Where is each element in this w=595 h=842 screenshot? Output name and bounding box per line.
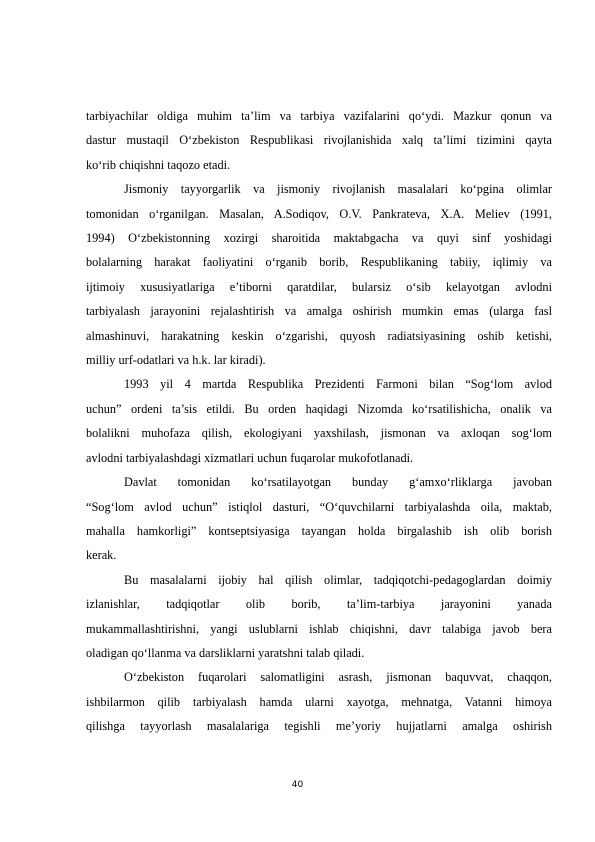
- text-line: almashinuvi, harakatning keskin o‘zgarishi, quyosh radiatsiyasining oshib ketishi,: [86, 328, 552, 343]
- text-line: izlanishlar, tadqiqotlar olib borib, ta’lim-tarbiya jarayonini yanada: [86, 597, 552, 612]
- text-line: ko‘rib chiqishni taqozo etadi.: [86, 157, 231, 172]
- text-line: Jismoniy tayyorgarlik va jismoniy rivojlanish masalalari ko‘pgina olimlar: [124, 182, 552, 197]
- text-line: Davlat tomonidan ko‘rsatilayotgan bunday g‘amxo‘rliklarga javoban: [124, 475, 552, 490]
- text-line: mahalla hamkorligi” kontseptsiyasiga tayangan holda birgalashib ish olib borish: [86, 523, 552, 538]
- text-line: oladigan qo‘llanma va darsliklarni yaratshni talab qiladi.: [86, 645, 365, 660]
- text-line: uchun” ordeni ta’sis etildi. Bu orden haqidagi Nizomda ko‘rsatilishicha, onalik va: [86, 401, 552, 416]
- paragraph: [86, 177, 552, 372]
- text-line: ishbilarmon qilib tarbiyalash hamda ularni xayotga, mehnatga, Vatanni himoya: [86, 694, 552, 709]
- text-line: avlodni tarbiyalashdagi xizmatlari uchun fuqarolar mukofotlanadi.: [86, 450, 414, 465]
- text-line: O‘zbekiston fuqarolari salomatligini asrash, jismonan baquvvat, chaqqon,: [124, 670, 552, 685]
- text-line: Bu masalalarni ijobiy hal qilish olimlar, tadqiqotchi-pedagoglardan doimiy: [124, 572, 552, 587]
- text-line: ijtimoiy xususiyatlariga e’tiborni qaratdilar, bularsiz o‘sib kelayotgan avlodni: [86, 279, 552, 294]
- paragraph: [86, 665, 552, 738]
- paragraph: [86, 372, 552, 470]
- text-line: milliy urf-odatlari va h.k. lar kiradi).: [86, 353, 266, 368]
- text-line: 1993 yil 4 martda Respublika Prezidenti Farmoni bilan “Sog‘lom avlod: [124, 377, 552, 392]
- page-body: [86, 104, 552, 739]
- text-line: kerak.: [86, 548, 117, 563]
- page-number: 40: [291, 780, 304, 790]
- text-line: “Sog‘lom avlod uchun” istiqlol dasturi, “O‘quvchilarni tarbiyalashda oila, maktab,: [86, 499, 552, 514]
- text-line: mukammallashtirishni, yangi uslublarni ishlab chiqishni, davr talabiga javob bera: [86, 621, 552, 636]
- paragraph: [86, 568, 552, 666]
- text-line: bolalarning harakat faoliyatini o‘rganib borib, Respublikaning tabiiy, iqlimiy va: [86, 255, 552, 270]
- text-line: tarbiyalash jarayonini rejalashtirish va amalga oshirish mumkin emas (ularga fasl: [86, 304, 552, 319]
- paragraph: [86, 470, 552, 568]
- text-line: 1994) O‘zbekistonning xozirgi sharoitida maktabgacha va quyi sinf yoshidagi: [86, 231, 552, 246]
- paragraph: [86, 104, 552, 177]
- text-line: tomonidan o‘rganilgan. Masalan, A.Sodiqov, O.V. Pankrateva, X.A. Meliev (1991,: [86, 206, 552, 221]
- text-line: dastur mustaqil O‘zbekiston Respublikasi rivojlanishida xalq ta’limi tizimini qayta: [86, 133, 552, 148]
- text-line: qilishga tayyorlash masalalariga tegishli me’yoriy hujjatlarni amalga oshirish: [86, 719, 552, 734]
- text-line: bolalikni muhofaza qilish, ekologiyani yaxshilash, jismonan va axloqan sog‘lom: [86, 426, 552, 441]
- text-line: tarbiyachilar oldiga muhim ta’lim va tarbiya vazifalarini qo‘ydi. Mazkur qonun va: [86, 109, 552, 123]
